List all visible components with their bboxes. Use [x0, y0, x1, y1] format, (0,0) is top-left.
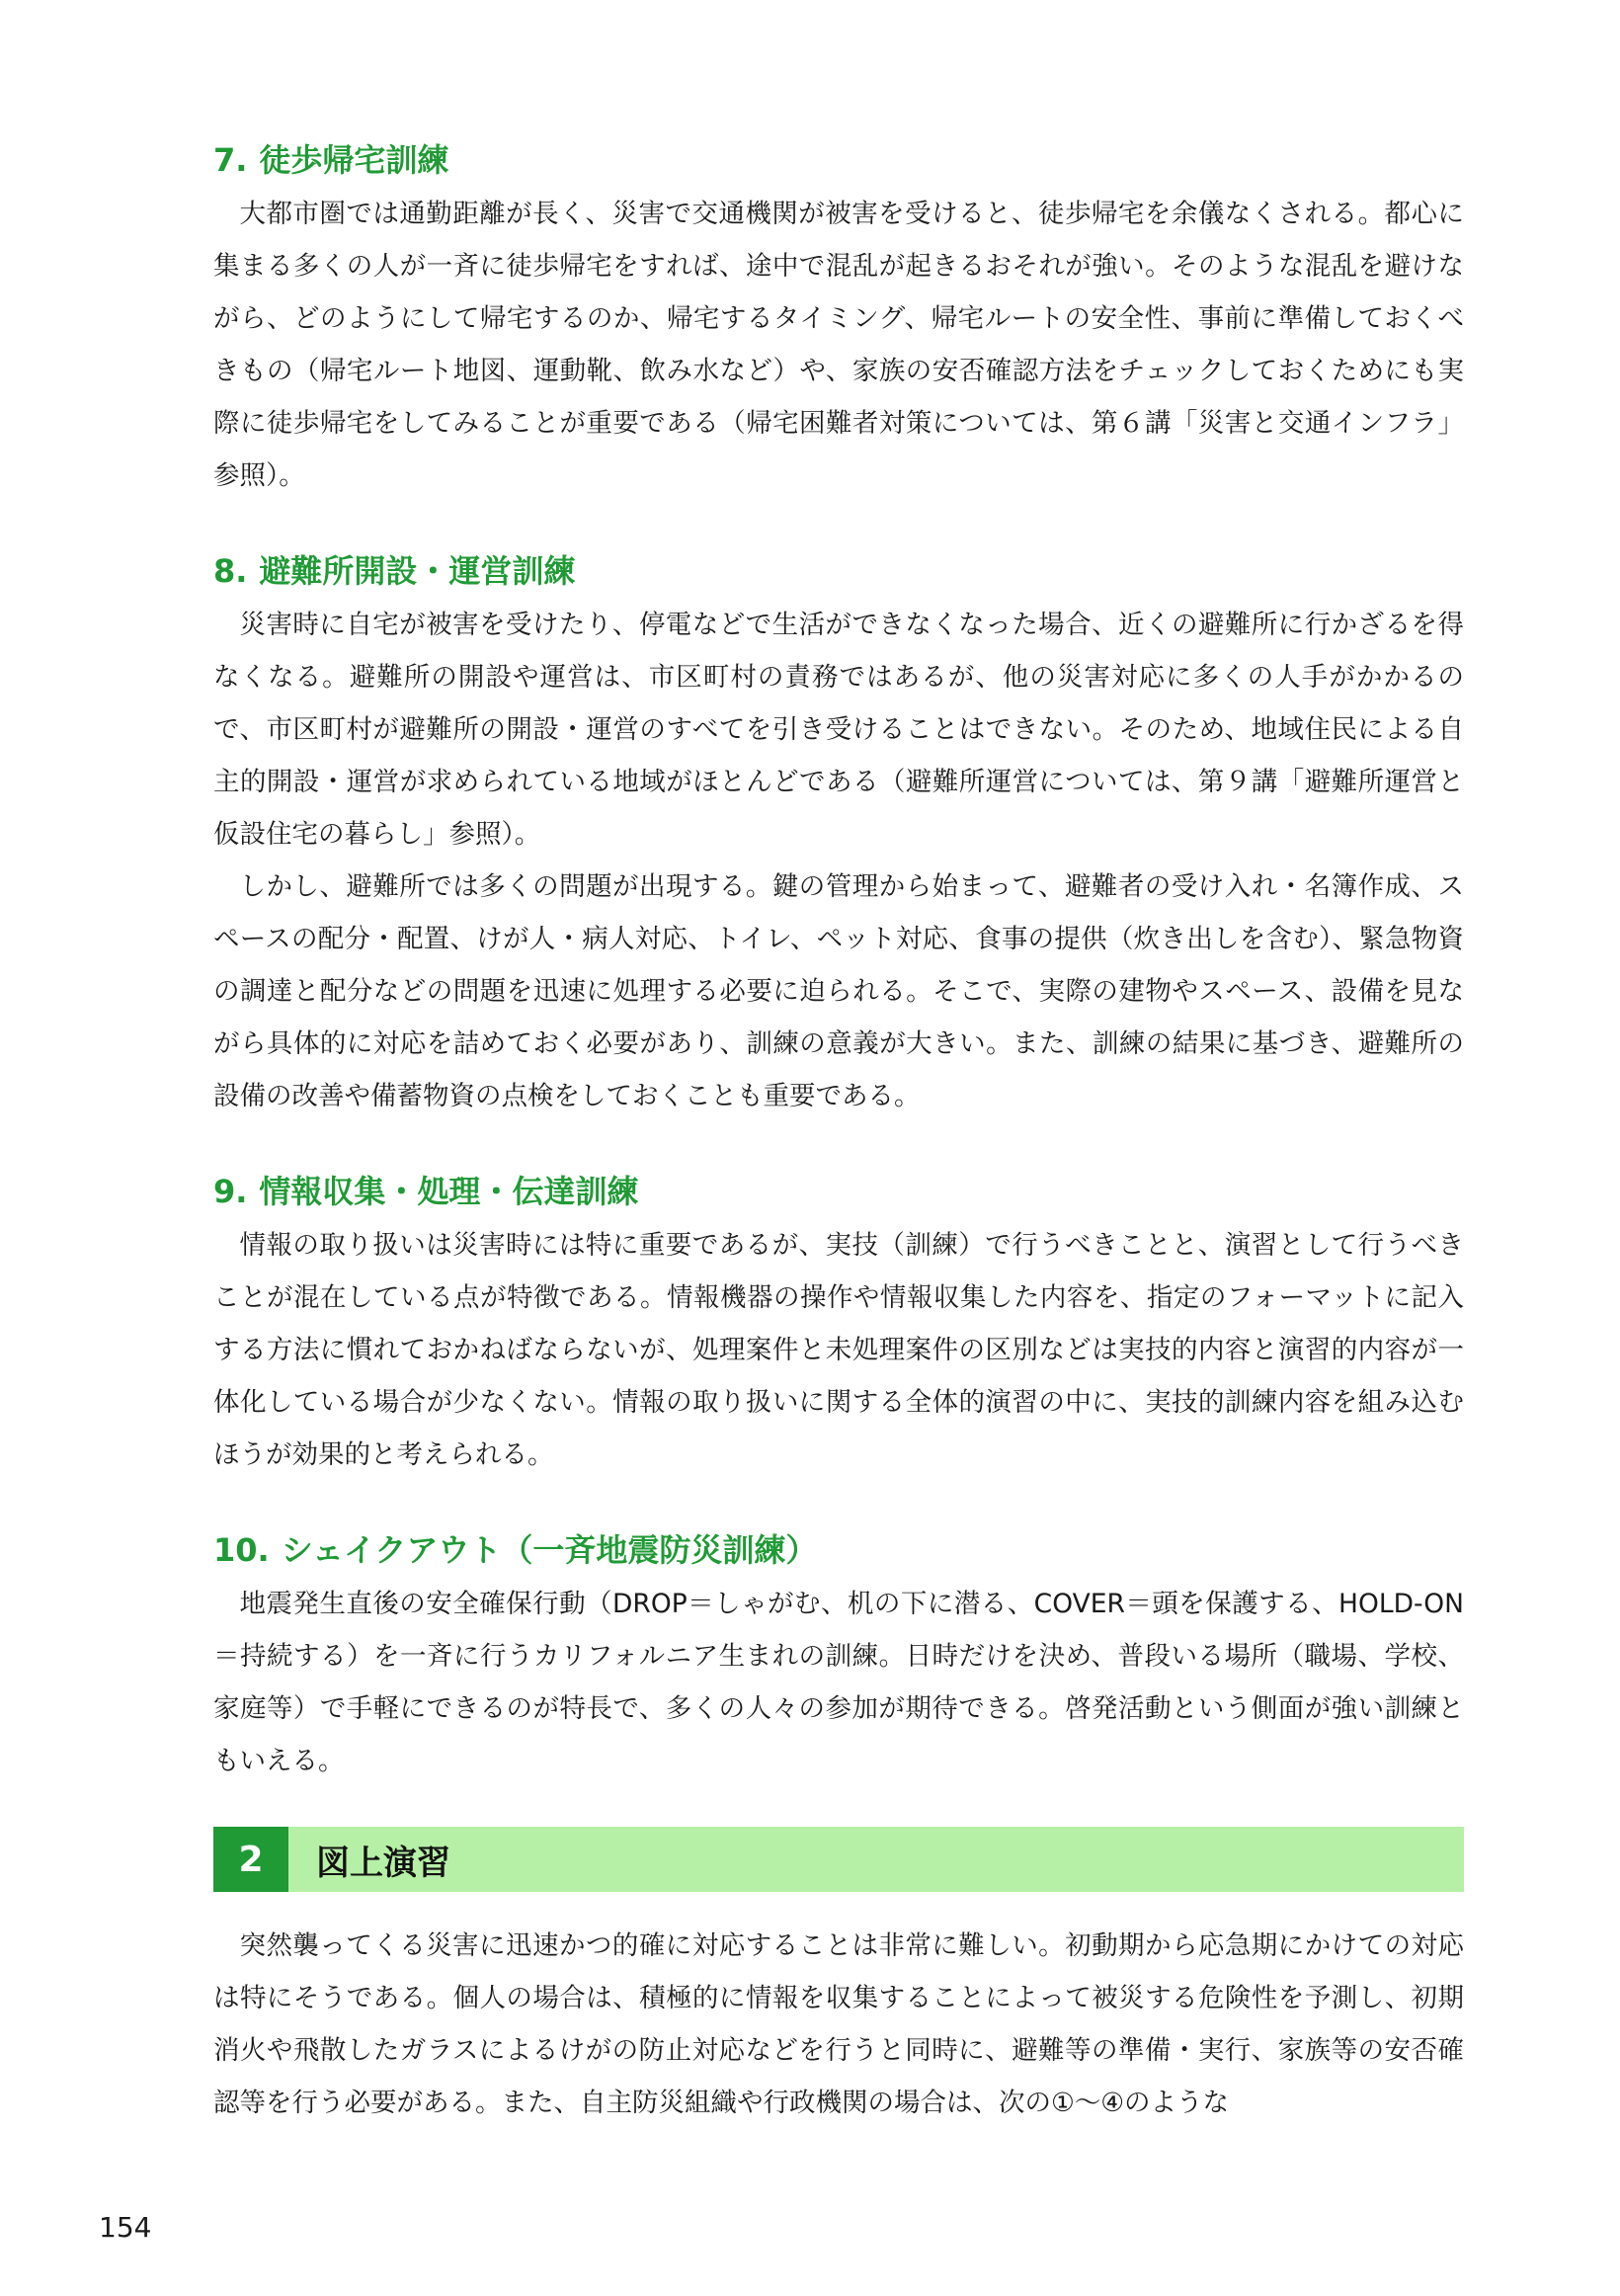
major-section-banner: [213, 1827, 1464, 1892]
section-7: [213, 136, 1464, 502]
paragraph: 地震発生直後の安全確保行動（DROP＝しゃがむ、机の下に潜る、COVER＝頭を保護する、HOLD-ON＝持続する）を一斉に行うカリフォルニア生まれの訓練。日時だけを決め、普段いる場所（職場、学校、家庭等）で手軽にできるのが特長で、多くの人々の参加が期待できる。啓発活動という側面が強い訓練ともいえる。: [213, 1589, 1464, 1776]
section-9: [213, 1168, 1464, 1481]
paragraph: 大都市圏では通勤距離が長く、災害で交通機関が被害を受けると、徒歩帰宅を余儀なくされる。都心に集まる多くの人が一斉に徒歩帰宅をすれば、途中で混乱が起きるおそれが強い。そのような混乱を避けながら、どのようにして帰宅するのか、帰宅するタイミング、帰宅ルートの安全性、事前に準備しておくべきもの（帰宅ルート地図、運動靴、飲み水など）や、家族の安否確認方法をチェックしておくためにも実際に徒歩帰宅をしてみることが重要である（帰宅困難者対策については、第６講「災害と交通インフラ」参照）。: [213, 199, 1464, 491]
section-title: 避難所開設・運営訓練: [259, 552, 576, 590]
section-title: 情報収集・処理・伝達訓練: [259, 1173, 639, 1210]
major-section-number: 2: [213, 1827, 288, 1892]
section-number: 7.: [213, 141, 248, 179]
section-8: [213, 547, 1464, 1122]
section-title: シェイクアウト（一斉地震防災訓練）: [281, 1531, 818, 1569]
section-heading: [213, 547, 1464, 595]
paragraph: 災害時に自宅が被害を受けたり、停電などで生活ができなくなった場合、近くの避難所に行かざるを得なくなる。避難所の開設や運営は、市区町村の責務ではあるが、他の災害対応に多くの人手がかかるので、市区町村が避難所の開設・運営のすべてを引き受けることはできない。そのため、地域住民による自主的開設・運営が求められている地域がほとんどである（避難所運営については、第９講「避難所運営と仮設住宅の暮らし」参照）。: [213, 610, 1464, 850]
section-number: 9.: [213, 1173, 248, 1210]
section-number: 10.: [213, 1531, 270, 1569]
section-number: 8.: [213, 552, 248, 590]
section-heading: [213, 136, 1464, 184]
section-10: [213, 1526, 1464, 1787]
section-heading: [213, 1526, 1464, 1574]
page-body: [213, 136, 1464, 2129]
paragraph: 情報の取り扱いは災害時には特に重要であるが、実技（訓練）で行うべきことと、演習として行うべきことが混在している点が特徴である。情報機器の操作や情報収集した内容を、指定のフォーマットに記入する方法に慣れておかねばならないが、処理案件と未処理案件の区別などは実技的内容と演習的内容が一体化している場合が少なくない。情報の取り扱いに関する全体的演習の中に、実技的訓練内容を組み込むほうが効果的と考えられる。: [213, 1230, 1464, 1470]
section-heading: [213, 1168, 1464, 1215]
major-section-title: 図上演習: [316, 1843, 450, 1883]
paragraph: 突然襲ってくる災害に迅速かつ的確に対応することは非常に難しい。初動期から応急期にかけての対応は特にそうである。個人の場合は、積極的に情報を収集することによって被災する危険性を予測し、初期消火や飛散したガラスによるけがの防止対応などを行うと同時に、避難等の準備・実行、家族等の安否確認等を行う必要がある。また、自主防災組織や行政機関の場合は、次の①～④のような: [213, 1930, 1464, 2118]
section-title: 徒歩帰宅訓練: [259, 141, 449, 179]
page-number: 154: [99, 2211, 152, 2244]
paragraph: しかし、避難所では多くの問題が出現する。鍵の管理から始まって、避難者の受け入れ・名簿作成、スペースの配分・配置、けが人・病人対応、トイレ、ペット対応、食事の提供（炊き出しを含む）、緊急物資の調達と配分などの問題を迅速に処理する必要に迫られる。そこで、実際の建物やスペース、設備を見ながら具体的に対応を詰めておく必要があり、訓練の意義が大きい。また、訓練の結果に基づき、避難所の設備の改善や備蓄物資の点検をしておくことも重要である。: [213, 871, 1464, 1111]
